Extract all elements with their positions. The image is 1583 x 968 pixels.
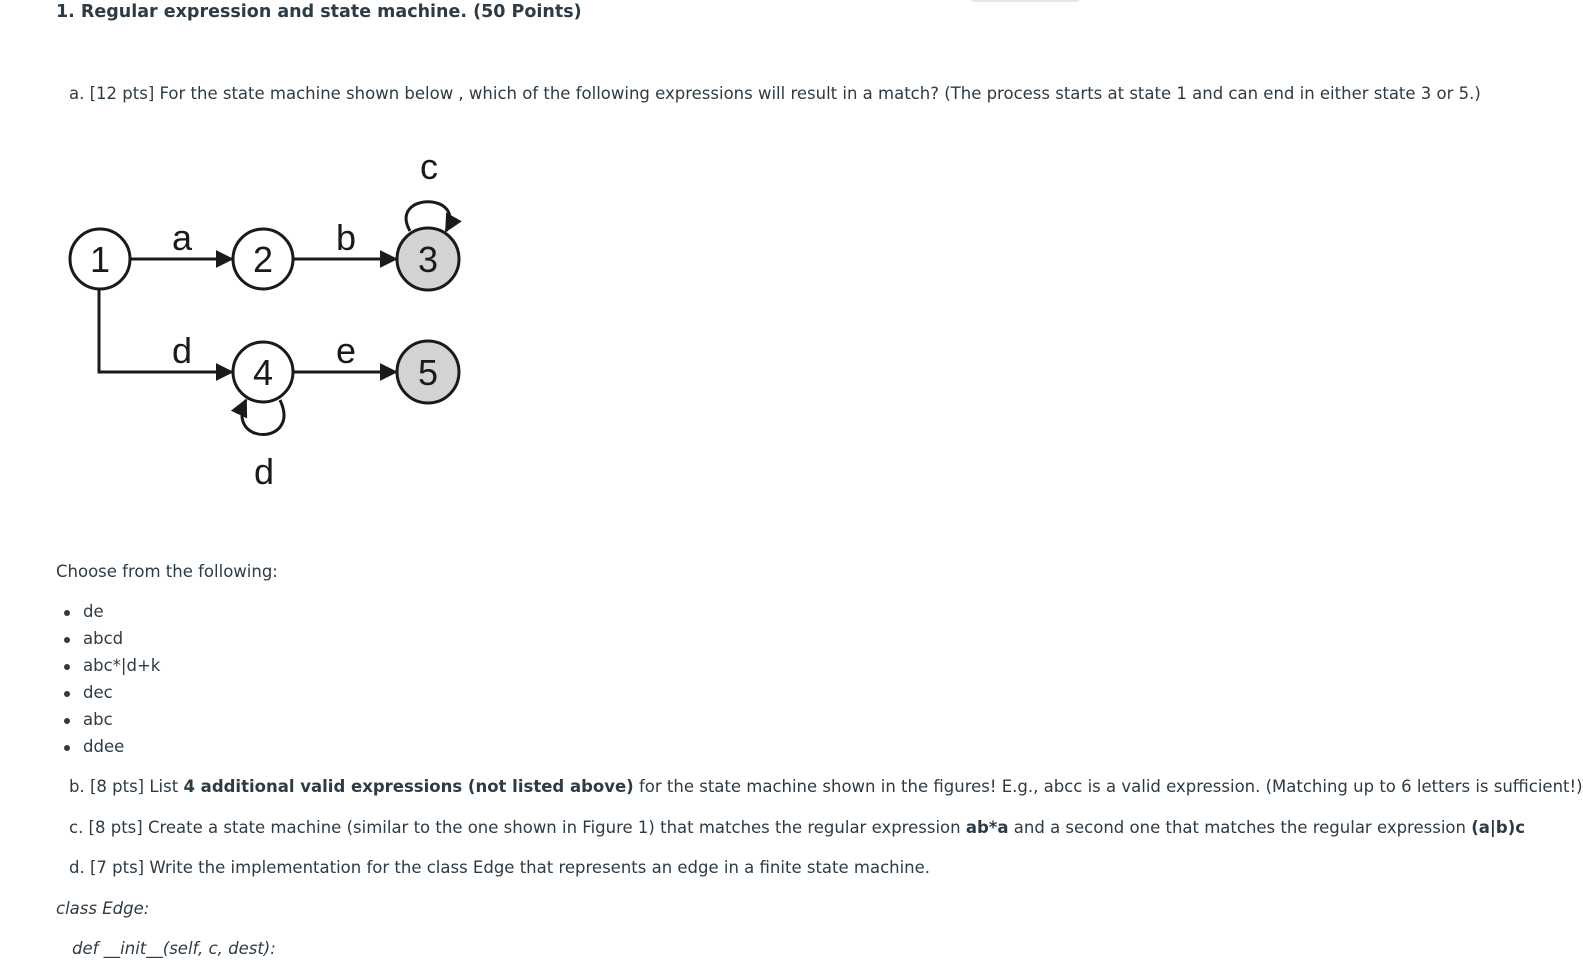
question-d-text: d. [7 pts] Write the implementation for the class Edge that represents an edge in a finite state machine. <box>69 858 931 877</box>
state-2-label: 2 <box>252 239 274 280</box>
question-c-bold-2: (a|b)c <box>1471 818 1526 837</box>
question-heading: 1. Regular expression and state machine. (50 Points) <box>56 2 582 22</box>
question-b-post: for the state machine shown in the figures! E.g., abcc is a valid expression. (Matching up to 6 letters is sufficient!) <box>633 777 1583 796</box>
state-1-label: 1 <box>89 239 111 280</box>
edge-1-4 <box>99 290 232 372</box>
option-item: de <box>58 600 160 627</box>
question-b-bold: 4 additional valid expressions (not listed above) <box>183 777 634 796</box>
question-c-text <box>69 818 1525 837</box>
option-item: ddee <box>58 735 160 762</box>
state-5-label: 5 <box>417 352 439 393</box>
transition-c-label: c <box>420 146 438 187</box>
edge-4-loop <box>242 400 284 435</box>
code-init-line: def __init__(self, c, dest): <box>72 939 276 958</box>
option-item: abc*|d+k <box>58 654 160 681</box>
option-item: dec <box>58 681 160 708</box>
option-item: abcd <box>58 627 160 654</box>
options-list <box>58 600 160 762</box>
transition-e-label: e <box>335 330 357 371</box>
question-c-bold-1: ab*a <box>965 818 1009 837</box>
top-shadow-decoration <box>970 0 1080 2</box>
transition-b-label: b <box>335 217 357 258</box>
transition-d-loop-label: d <box>253 451 275 492</box>
question-b-text <box>69 777 1583 796</box>
question-b-pre: b. [8 pts] List <box>69 777 184 796</box>
option-item: abc <box>58 708 160 735</box>
question-a-text: a. [12 pts] For the state machine shown below , which of the following expressions will result in a match? (The process starts at state 1 and can end in either state 3 or 5.) <box>69 84 1481 103</box>
transition-a-label: a <box>171 217 193 258</box>
question-c-mid: and a second one that matches the regular expression <box>1008 818 1472 837</box>
choose-label: Choose from the following: <box>56 562 278 581</box>
code-class-line: class Edge: <box>56 899 150 918</box>
state-4-label: 4 <box>252 352 274 393</box>
state-3-label: 3 <box>417 239 439 280</box>
transition-d-label: d <box>171 330 193 371</box>
question-c-pre: c. [8 pts] Create a state machine (similar to the one shown in Figure 1) that matches the regular expression <box>69 818 966 837</box>
state-machine-diagram <box>0 0 520 540</box>
